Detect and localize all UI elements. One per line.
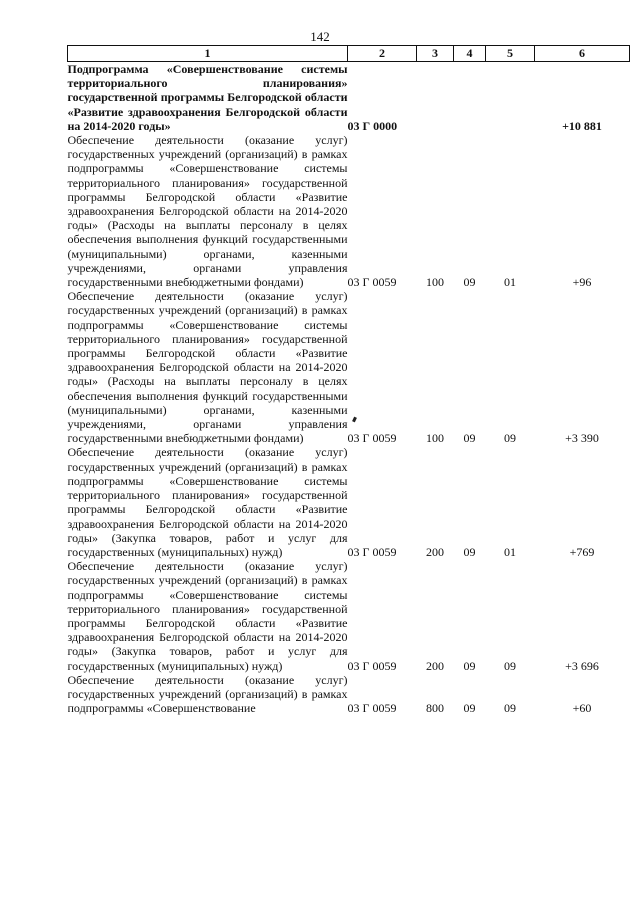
column-header-3: 3 — [417, 46, 454, 62]
column-header-1: 1 — [68, 46, 348, 62]
row-pr: 09 — [504, 701, 516, 716]
row-vr — [417, 62, 454, 134]
row-code: 03 Г 0059 — [347, 275, 397, 290]
row-vr: 200 — [426, 544, 444, 559]
row-pr: 01 — [504, 544, 516, 559]
row-amount: +3 390 — [565, 431, 599, 446]
row-rz: 09 — [463, 658, 476, 673]
row-pr: 09 — [504, 431, 516, 446]
row-vr: 100 — [426, 431, 444, 446]
table-row — [68, 133, 630, 289]
table-header-row — [68, 46, 630, 62]
row-pr — [486, 62, 535, 134]
row-rz: 09 — [463, 701, 476, 716]
page-number: 142 — [310, 29, 330, 44]
row-amount: +10 881 — [562, 118, 602, 133]
row-rz: 09 — [463, 544, 476, 559]
budget-table — [67, 45, 630, 715]
table-row — [68, 289, 630, 445]
row-code: 03 Г 0000 — [347, 118, 398, 133]
row-vr: 800 — [426, 701, 444, 716]
row-code: 03 Г 0059 — [347, 544, 397, 559]
row-description: Обеспечение деятельности (оказание услуг) государственных учреждений (организаций) в рамках подпрограммы «Совершенствование системы территориального планирования» государственной программы Белгородской области «Развитие здравоохранения Белгородской области на 2014-2020 годы» (Закупка товаров, работ и услуг для государственных (муниципальных) нужд) — [67, 445, 348, 559]
row-vr: 100 — [426, 275, 444, 290]
row-amount: +60 — [572, 701, 592, 716]
row-code: 03 Г 0059 — [347, 658, 397, 673]
row-pr: 01 — [504, 275, 516, 290]
column-header-6: 6 — [535, 46, 630, 62]
row-rz — [454, 62, 486, 134]
row-description: Обеспечение деятельности (оказание услуг) государственных учреждений (организаций) в рамках подпрограммы «Совершенствование — [67, 672, 348, 716]
table-row — [68, 559, 630, 673]
row-description: Обеспечение деятельности (оказание услуг) государственных учреждений (организаций) в рамках подпрограммы «Совершенствование системы территориального планирования» государственной программы Белгородской области «Развитие здравоохранения Белгородской области на 2014-2020 годы» (Закупка товаров, работ и услуг для государственных (муниципальных) нужд) — [67, 559, 348, 673]
table-row — [68, 445, 630, 559]
row-code: 03 Г 0059 — [347, 701, 397, 716]
row-amount: +3 696 — [565, 658, 599, 673]
column-header-5: 5 — [486, 46, 535, 62]
row-code: 03 Г 0059 — [347, 431, 397, 446]
row-pr: 09 — [504, 658, 516, 673]
table-row — [68, 673, 630, 716]
row-rz: 09 — [463, 275, 476, 290]
row-rz: 09 — [463, 431, 476, 446]
row-description: Обеспечение деятельности (оказание услуг) государственных учреждений (организаций) в рамках подпрограммы «Совершенствование системы территориального планирования» государственной программы Белгородской области «Развитие здравоохранения Белгородской области на 2014-2020 годы» (Расходы на выплаты персоналу в целях обеспечения выполнения функций государственными (муниципальными) органами, казенными учреждениями, органами управления государственными внебюджетными фондами) — [67, 289, 348, 446]
table-row-subprogram — [68, 62, 630, 134]
column-header-2: 2 — [348, 46, 417, 62]
column-header-4: 4 — [454, 46, 486, 62]
row-description: Обеспечение деятельности (оказание услуг) государственных учреждений (организаций) в рамках подпрограммы «Совершенствование системы территориального планирования» государственной программы Белгородской области «Развитие здравоохранения Белгородской области на 2014-2020 годы» (Расходы на выплаты персоналу в целях обеспечения выполнения функций государственными (муниципальными) органами, казенными учреждениями, органами управления государственными внебюджетными фондами) — [67, 133, 348, 290]
row-amount: +769 — [569, 544, 595, 559]
row-amount: +96 — [572, 275, 592, 290]
row-description: Подпрограмма «Совершенствование системы территориального планирования» государственной программы Белгородской области «Развитие здравоохранения Белгородской области на 2014-2020 годы» — [67, 62, 348, 133]
row-vr: 200 — [426, 658, 444, 673]
